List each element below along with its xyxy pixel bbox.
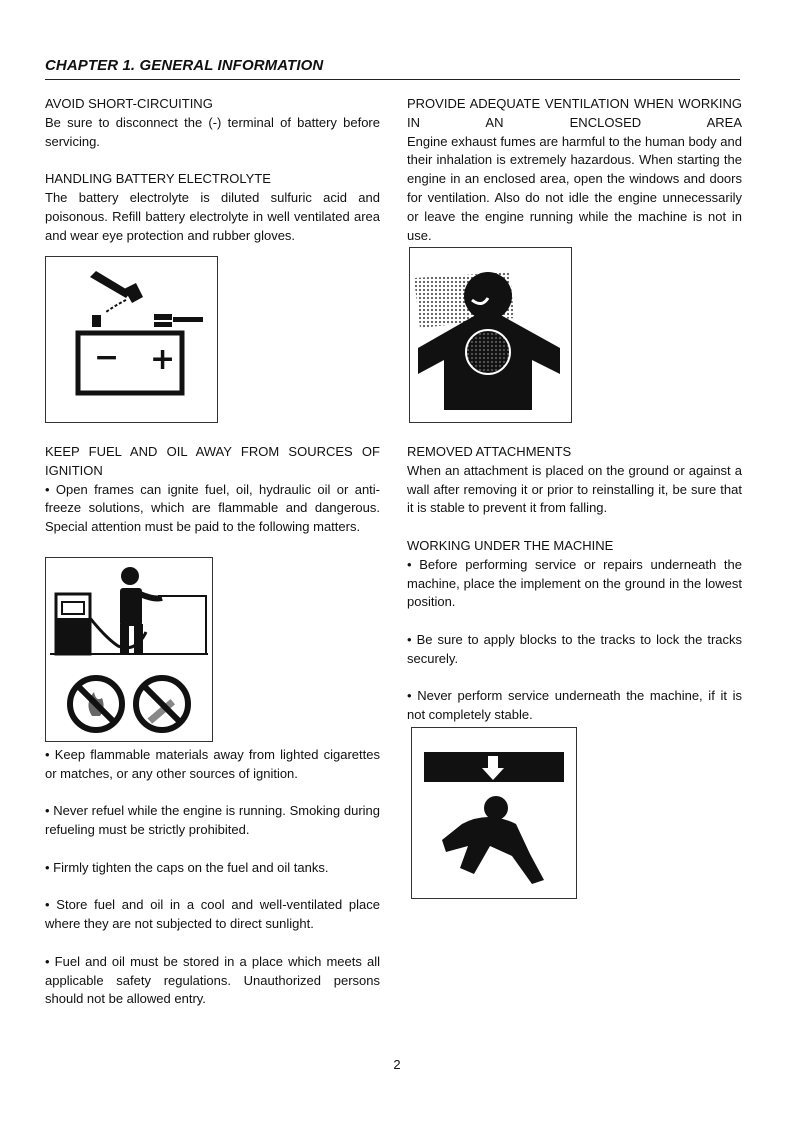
right-column-middle (407, 443, 742, 725)
fuel-bullet-1: • Open frames can ignite fuel, oil, hydraulic oil or anti-freeze solutions, which are flammable and dangerous. Special attention must be paid to the following matters. (45, 481, 380, 535)
positive-terminal-base (154, 322, 172, 327)
fuel-heading: KEEP FUEL AND OIL AWAY FROM SOURCES OF IGNITION (45, 444, 380, 478)
left-column-bullets (45, 746, 380, 1009)
lungs-fill (474, 338, 502, 366)
ventilation-text: Engine exhaust fumes are harmful to the human body and their inhalation is extremely hazardous. When starting the engine in an enclosed area, open the windows and doors for ventilation. Also do not idle the engine unnecessarily or leave the engine running while the machine is not in use. (407, 133, 742, 243)
arrow-shaft (488, 756, 498, 768)
exhaust-fumes-pictogram (410, 248, 571, 422)
battery-warning-image (45, 256, 218, 423)
crush-hazard-pictogram (412, 728, 576, 898)
tool-tip-shape (124, 283, 143, 303)
under-machine-bullet-3: • Never perform service underneath the machine, if it is not completely stable. (407, 688, 742, 723)
machine-tank-outline (158, 596, 206, 654)
attachments-heading: REMOVED ATTACHMENTS (407, 444, 572, 459)
under-machine-heading: WORKING UNDER THE MACHINE (407, 537, 614, 553)
person-leg-right (134, 624, 143, 654)
fuel-bullet-6: • Fuel and oil must be stored in a place which meets all applicable safety regulations. Unauthorized persons should not be allowed entry. (45, 953, 380, 1007)
no-flame-slash (78, 686, 114, 722)
under-machine-bullet-2: • Be sure to apply blocks to the tracks to lock the tracks securely. (407, 631, 742, 666)
person-leg-left (120, 624, 129, 654)
crouching-person-head (484, 796, 508, 820)
crouching-person-body (442, 817, 544, 884)
chapter-header (45, 57, 740, 80)
battery-minus-sign: − (94, 340, 120, 375)
electrolyte-text: The battery electrolyte is diluted sulfuric acid and poisonous. Refill battery electrolyte in well ventilated area and wear eye protection and rubber gloves. (45, 189, 380, 243)
fuel-bullet-5: • Store fuel and oil in a cool and well-ventilated place where they are not subjected to direct sunlight. (45, 897, 380, 932)
right-column-top (407, 95, 742, 245)
chapter-title: CHAPTER 1. GENERAL INFORMATION (45, 57, 324, 74)
positive-terminal-post (154, 314, 172, 320)
fuel-bullet-2: • Keep flammable materials away from lighted cigarettes or matches, or any other sources of ignition. (45, 747, 380, 781)
negative-terminal-post (92, 315, 101, 327)
person-head (121, 567, 139, 585)
positive-cable (173, 317, 203, 322)
left-column-fuel (45, 443, 380, 537)
under-machine-bullet-1: • Before performing service or repairs underneath the machine, place the implement on the ground in the lowest position. (407, 556, 742, 610)
fuel-bullet-3: • Never refuel while the engine is running. Smoking during refueling must be strictly prohibited. (45, 803, 380, 838)
left-column-top (45, 95, 380, 245)
fuel-bullet-4: • Firmly tighten the caps on the fuel and oil tanks. (45, 859, 329, 875)
short-circuit-heading: AVOID SHORT-CIRCUITING (45, 96, 213, 111)
spark-arc (106, 300, 126, 312)
fuel-pump-display (62, 602, 84, 614)
ventilation-heading: PROVIDE ADEQUATE VENTILATION WHEN WORKING IN AN ENCLOSED AREA (407, 96, 742, 130)
fuel-pump-base (56, 618, 90, 654)
exhaust-warning-image (409, 247, 572, 423)
crush-warning-image (411, 727, 577, 899)
tool-handle-shape (90, 271, 131, 298)
refueling-pictogram (46, 558, 212, 741)
attachments-text: When an attachment is placed on the ground or against a wall after removing it or prior to reinstalling it, be sure that it is stable to prevent it from falling. (407, 462, 742, 516)
fuel-warning-image (45, 557, 213, 742)
person-torso (120, 588, 142, 626)
battery-pictogram (46, 257, 217, 422)
battery-plus-sign: + (150, 342, 176, 377)
page-number: 2 (393, 1057, 401, 1072)
electrolyte-heading: HANDLING BATTERY ELECTROLYTE (45, 171, 271, 187)
short-circuit-text: Be sure to disconnect the (-) terminal of battery before servicing. (45, 114, 380, 149)
